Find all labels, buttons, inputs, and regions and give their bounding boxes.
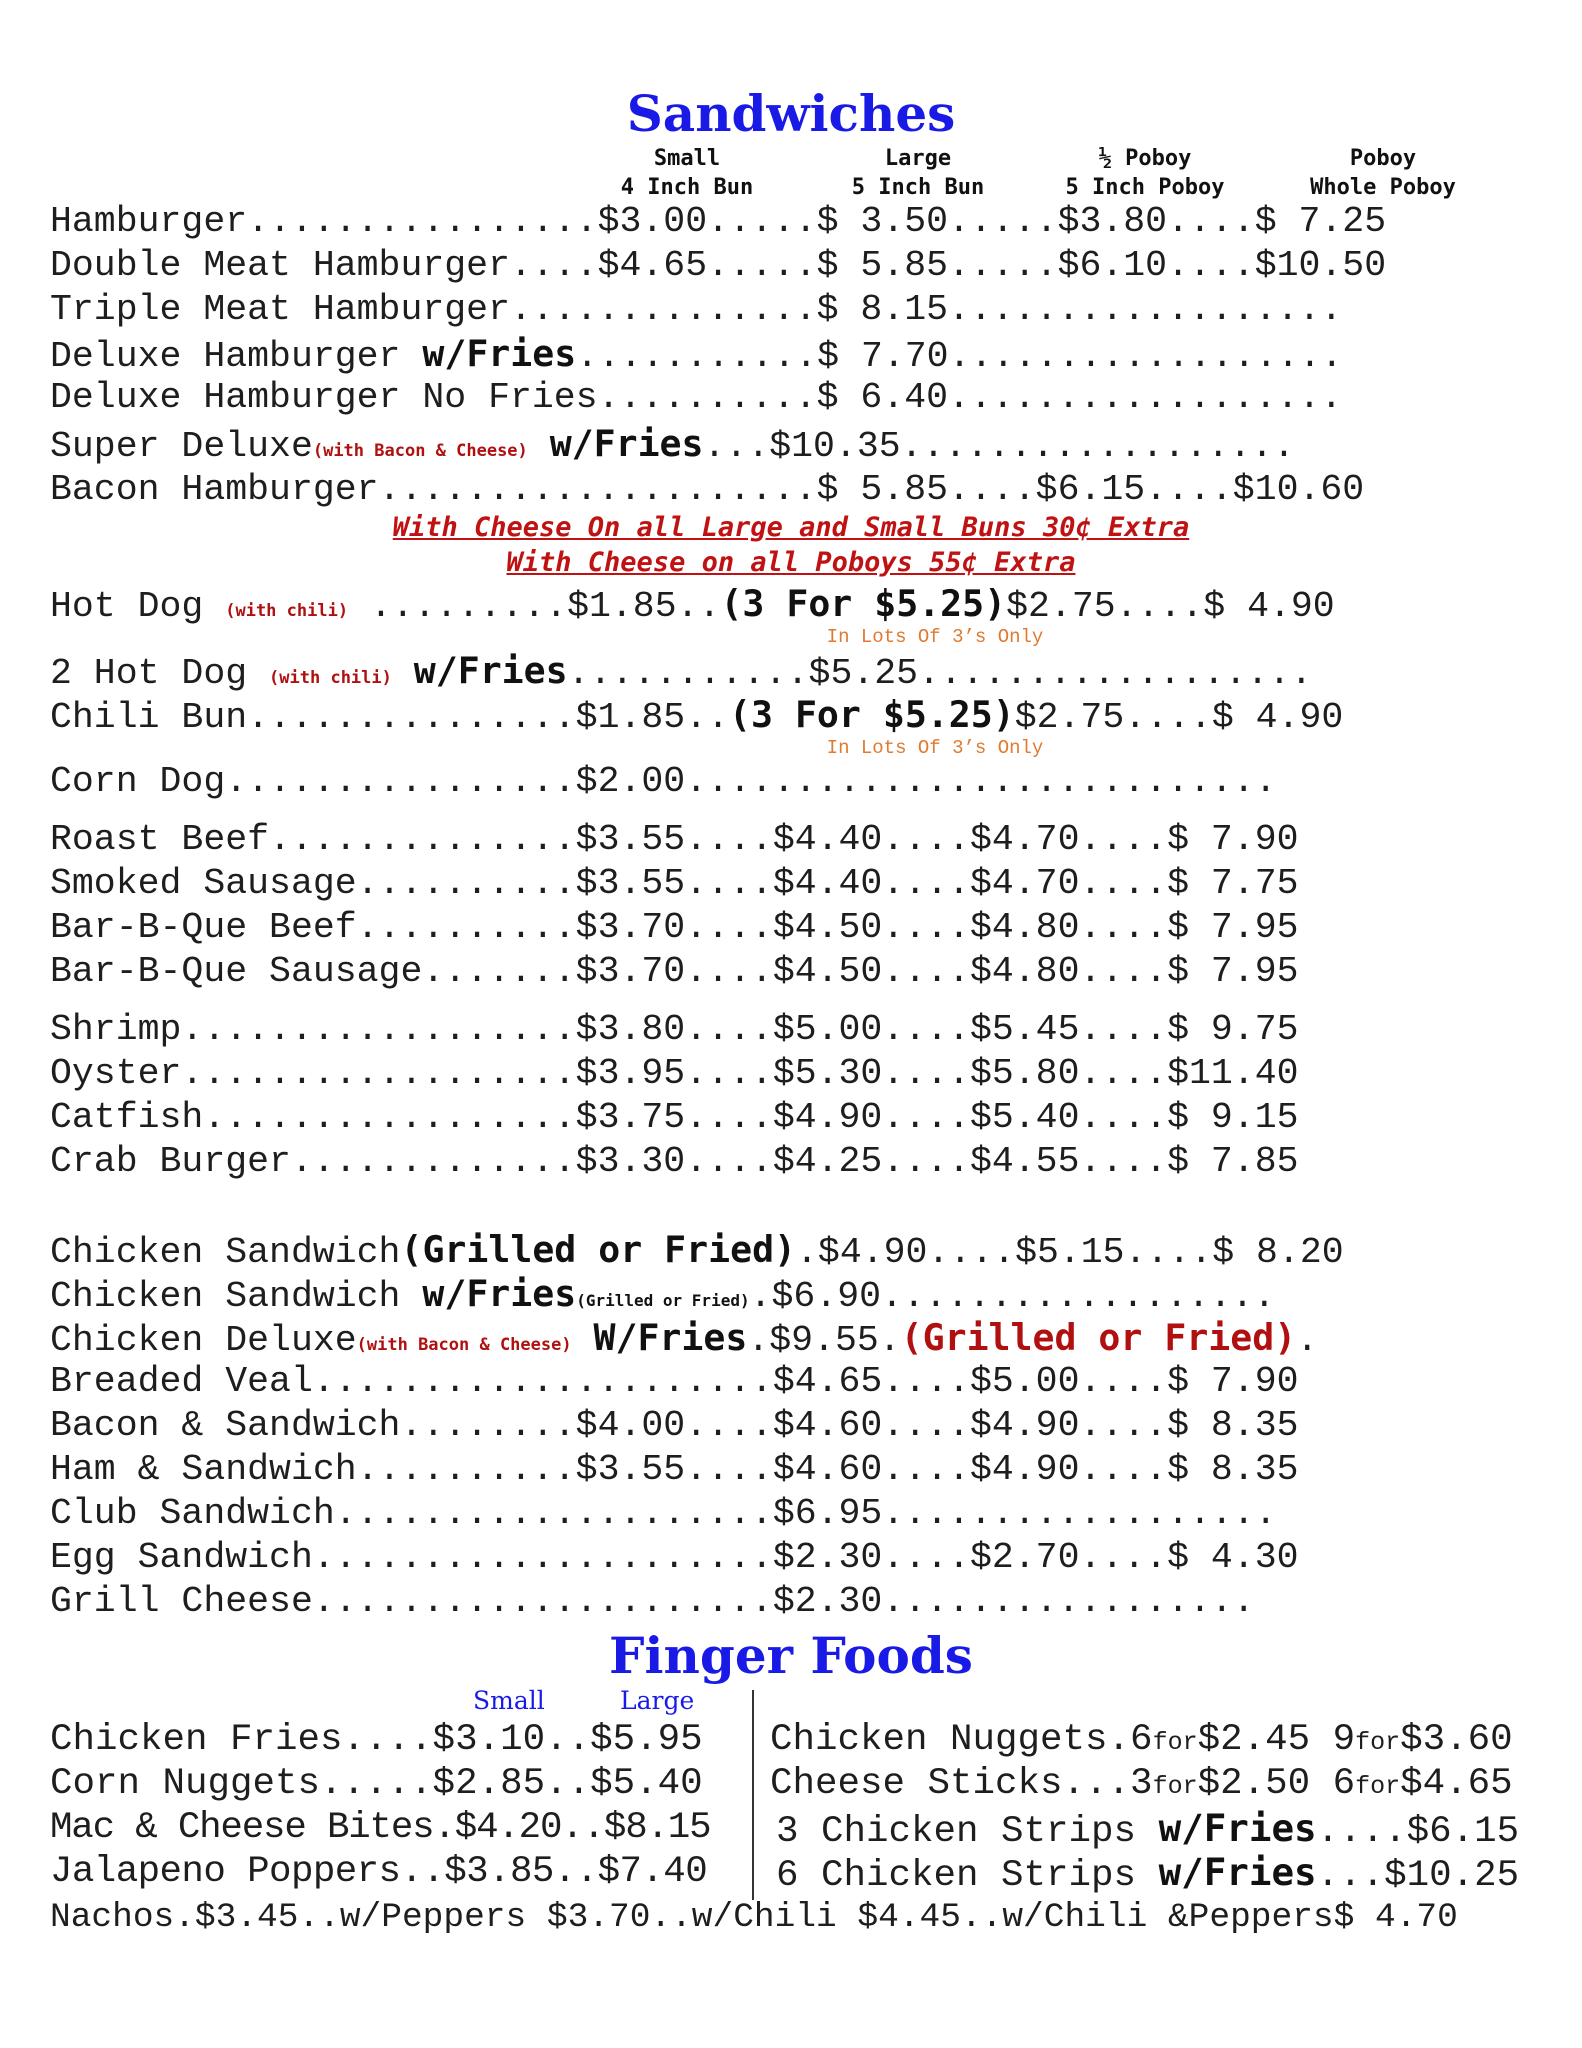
- with-fries-label: w/Fries: [422, 1272, 577, 1315]
- menu-row-bacon-sandwich: Bacon & Sandwich........$4.00....$4.60....$4.90....$ 8.35: [50, 1405, 1299, 1446]
- menu-row-corn-nuggets: Corn Nuggets.....$2.85..$5.40: [50, 1763, 703, 1805]
- menu-row-deluxe-hamburger: [50, 334, 1343, 377]
- menu-row-chili-bun: [50, 695, 1343, 738]
- item-name-count: Chicken Nuggets.6: [770, 1719, 1153, 1761]
- item-note: (with chili): [269, 668, 392, 688]
- sandwiches-title: Sandwiches: [626, 84, 956, 143]
- menu-row-chicken-deluxe: [50, 1318, 1318, 1365]
- deal-label: (3 For $5.25): [720, 582, 1007, 625]
- item-note: (with Bacon & Cheese): [312, 441, 528, 461]
- with-fries-label: w/Fries: [1158, 1806, 1317, 1850]
- item-name: Hot Dog: [50, 586, 226, 627]
- lots-of-three-note: In Lots Of 3’s Only: [826, 737, 1044, 759]
- col-large-line2: 5 Inch Bun: [851, 175, 985, 200]
- menu-row-double-meat-hamburger: Double Meat Hamburger....$4.65.....$ 5.85.....$6.10....$10.50: [50, 245, 1387, 286]
- item-option: (Grilled or Fried): [576, 1291, 750, 1310]
- item-prices: ...........$ 7.70..................: [576, 336, 1343, 377]
- cheese-note-poboys: [0, 547, 1582, 579]
- menu-row-chicken-sandwich-fries: [50, 1274, 1275, 1321]
- menu-row-deluxe-hamburger-no-fries: Deluxe Hamburger No Fries..........$ 6.40..................: [50, 377, 1343, 418]
- finger-foods-title: Finger Foods: [609, 1626, 973, 1685]
- item-name: Chicken Sandwich: [50, 1232, 401, 1273]
- col-small-line1: Small: [653, 146, 721, 171]
- col-half-poboy-header: [1015, 144, 1275, 202]
- for-label: for: [1355, 1772, 1401, 1801]
- item-prices: $2.75....$ 4.90: [1014, 697, 1344, 738]
- col-small-line2: 4 Inch Bun: [620, 175, 754, 200]
- col-whole-poboy-line2: Whole Poboy: [1310, 175, 1456, 200]
- col-large-header: [788, 144, 1048, 202]
- item-name: 3 Chicken Strips: [776, 1811, 1159, 1853]
- lots-of-three-note: In Lots Of 3’s Only: [826, 626, 1044, 648]
- menu-row-shrimp: Shrimp..................$3.80....$5.00....$5.45....$ 9.75: [50, 1009, 1299, 1050]
- menu-row-3-chicken-strips: [776, 1808, 1519, 1852]
- menu-row-oyster: Oyster..................$3.95....$5.30....$5.80....$11.40: [50, 1053, 1299, 1094]
- item-price: ...$10.25: [1316, 1855, 1520, 1897]
- col-small-header: [557, 144, 817, 202]
- item-price: ....$6.15: [1316, 1811, 1520, 1853]
- item-name: Chicken Sandwich: [50, 1276, 423, 1317]
- menu-row-breaded-veal: Breaded Veal.....................$4.65....$5.00....$ 7.90: [50, 1361, 1299, 1402]
- menu-row-2-hot-dog: [50, 651, 1312, 698]
- menu-row-chicken-sandwich: [50, 1230, 1344, 1273]
- col-large-line1: Large: [884, 146, 952, 171]
- item-price: $4.65: [1400, 1763, 1513, 1805]
- menu-row-roast-beef: Roast Beef..............$3.55....$4.40....$4.70....$ 7.90: [50, 819, 1299, 860]
- menu-row-bbq-sausage: Bar-B-Que Sausage.......$3.70....$4.50....$4.80....$ 7.95: [50, 951, 1299, 992]
- menu-row-cheese-sticks: [770, 1764, 1513, 1807]
- item-name: Super Deluxe: [50, 426, 313, 467]
- cheese-note-buns: [0, 512, 1582, 544]
- item-price: .$9.55.: [747, 1320, 901, 1361]
- spacer: [392, 653, 414, 694]
- item-note: (with Bacon & Cheese): [356, 1335, 572, 1355]
- menu-row-jalapeno-poppers: Jalapeno Poppers..$3.85..$7.40: [50, 1851, 708, 1893]
- with-fries-label: w/Fries: [413, 649, 568, 692]
- for-label: for: [1152, 1728, 1198, 1757]
- menu-row-catfish: Catfish.................$3.75....$4.90....$5.40....$ 9.15: [50, 1097, 1299, 1138]
- menu-row-hamburger: Hamburger................$3.00.....$ 3.50.....$3.80....$ 7.25: [50, 201, 1387, 242]
- menu-row-smoked-sausage: Smoked Sausage..........$3.55....$4.40....$4.70....$ 7.75: [50, 863, 1299, 904]
- menu-row-grill-cheese: Grill Cheese.....................$2.30.................: [50, 1581, 1255, 1622]
- item-note: (with chili): [225, 601, 349, 621]
- spacer: [528, 426, 550, 467]
- item-price: $2.45 9: [1197, 1719, 1356, 1761]
- for-label: for: [1355, 1728, 1401, 1757]
- item-prices: .$4.90....$5.15....$ 8.20: [796, 1232, 1344, 1273]
- size-small-label: Small: [473, 1686, 545, 1715]
- with-fries-label: w/Fries: [422, 332, 577, 375]
- size-large-label: Large: [620, 1686, 695, 1715]
- menu-row-hot-dog: [50, 584, 1335, 631]
- menu-row-bbq-beef: Bar-B-Que Beef..........$3.70....$4.50....$4.80....$ 7.95: [50, 907, 1299, 948]
- deal-label: (3 For $5.25): [729, 693, 1015, 736]
- item-price: .........$1.85..: [348, 586, 721, 627]
- menu-row-chicken-nuggets: [770, 1720, 1513, 1763]
- col-whole-poboy-line1: Poboy: [1349, 146, 1417, 171]
- item-name: Chicken Deluxe: [50, 1320, 357, 1361]
- menu-row-club-sandwich: Club Sandwich....................$6.95..................: [50, 1493, 1277, 1534]
- menu-row-super-deluxe: [50, 424, 1295, 471]
- item-prices: ...$10.35..................: [703, 426, 1295, 467]
- menu-row-triple-meat-hamburger: Triple Meat Hamburger..............$ 8.15..................: [50, 289, 1343, 330]
- col-half-poboy-line2: 5 Inch Poboy: [1065, 175, 1225, 200]
- with-fries-label: w/Fries: [1158, 1850, 1317, 1894]
- item-price: $3.60: [1400, 1719, 1513, 1761]
- col-whole-poboy-header: [1253, 144, 1513, 202]
- item-price: $2.50 6: [1197, 1763, 1356, 1805]
- item-prices: ...........$5.25..................: [567, 653, 1313, 694]
- cheese-note-poboys-text: With Cheese on all Poboys 55¢ Extra: [506, 547, 1076, 578]
- item-prices: .$6.90..................: [749, 1276, 1276, 1317]
- item-name: 2 Hot Dog: [50, 653, 270, 694]
- item-name: 6 Chicken Strips: [776, 1855, 1159, 1897]
- menu-row-crab-burger: Crab Burger.............$3.30....$4.25....$4.55....$ 7.85: [50, 1141, 1299, 1182]
- item-prices: $2.75....$ 4.90: [1006, 586, 1335, 627]
- item-name-count: Cheese Sticks...3: [770, 1763, 1153, 1805]
- menu-row-6-chicken-strips: [776, 1852, 1519, 1896]
- menu-row-nachos: Nachos.$3.45..w/Peppers $3.70..w/Chili $4.45..w/Chili &Peppers$ 4.70: [50, 1898, 1458, 1937]
- column-divider: [752, 1690, 754, 1900]
- col-half-poboy-line1: ½ Poboy: [1098, 146, 1192, 171]
- item-option: (Grilled or Fried): [900, 1316, 1297, 1359]
- for-label: for: [1152, 1772, 1198, 1801]
- menu-row-chicken-fries: Chicken Fries....$3.10..$5.95: [50, 1719, 703, 1761]
- trailing-dot: .: [1296, 1320, 1319, 1361]
- item-name: Deluxe Hamburger: [50, 336, 423, 377]
- item-name-price: Chili Bun...............$1.85..: [50, 697, 730, 738]
- menu-row-egg-sandwich: Egg Sandwich.....................$2.30....$2.70....$ 4.30: [50, 1537, 1299, 1578]
- menu-row-ham-sandwich: Ham & Sandwich..........$3.55....$4.60....$4.90....$ 8.35: [50, 1449, 1299, 1490]
- menu-row-corn-dog: Corn Dog................$2.00...........................: [50, 761, 1277, 802]
- menu-row-bacon-hamburger: Bacon Hamburger....................$ 5.85....$6.15....$10.60: [50, 469, 1365, 510]
- with-fries-label: w/Fries: [549, 422, 704, 465]
- menu-row-mac-cheese-bites: Mac & Cheese Bites.$4.20..$8.15: [50, 1807, 711, 1849]
- item-option: (Grilled or Fried): [400, 1228, 797, 1271]
- with-fries-label: W/Fries: [593, 1316, 748, 1359]
- cheese-note-buns-text: With Cheese On all Large and Small Buns 30¢ Extra: [392, 512, 1190, 543]
- spacer: [572, 1320, 594, 1361]
